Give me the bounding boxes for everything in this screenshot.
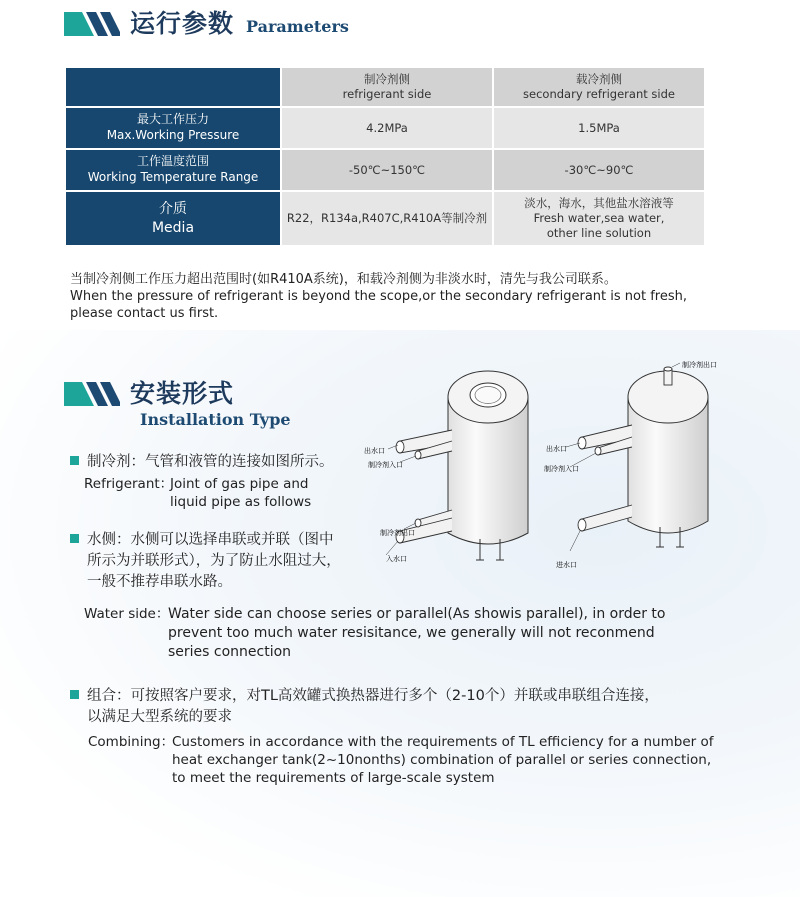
installation-title-en: Installation Type [140, 410, 291, 429]
right-tank-drawing [566, 363, 708, 551]
parameters-title-cn: 运行参数 [130, 9, 235, 38]
pressure-refrigerant-value: 4.2MPa [281, 107, 493, 149]
parameters-table [64, 66, 706, 247]
combining-text-en: Customers in accordance with the requirements of TL efficiency for a number of heat exchanger tank(2~10nonths) combination of parallel or series connection, to meet the requirements of large-scale system [172, 734, 714, 787]
label-right-refrigerant-out: 制冷剂出口 [682, 361, 717, 369]
label-right-inlet-water: 进水口 [556, 561, 577, 569]
parameters-header [64, 4, 349, 40]
bullet-square-icon [70, 534, 79, 543]
row-label-temperature: 工作温度范围 Working Temperature Range [65, 149, 281, 191]
installation-header [64, 374, 234, 410]
label-left-refrigerant-in: 制冷剂入口 [368, 461, 403, 469]
pressure-secondary-value: 1.5MPa [493, 107, 705, 149]
note-en-line1: When the pressure of refrigerant is beyond the scope,or the secondary refrigerant is not fresh, [70, 289, 687, 305]
media-secondary-value: 淡水，海水，其他盐水溶液等 Fresh water,sea water, other line solution [493, 191, 705, 246]
header-secondary-side: 载冷剂侧 secondary refrigerant side [493, 67, 705, 107]
table-corner-cell [65, 67, 281, 107]
temperature-refrigerant-value: -50℃~150℃ [281, 149, 493, 191]
label-left-inlet-water: 入水口 [386, 555, 407, 563]
contact-note [70, 271, 750, 322]
water-bullet-cn: 水侧：水侧可以选择串联或并联（图中 所示为并联形式），为了防止水阻过大， 一般不推荐串联水路。 [70, 530, 341, 593]
section-mark-icon [64, 382, 120, 406]
water-label-en: Water side： [84, 606, 170, 622]
note-en-line2: please contact us first. [70, 306, 219, 322]
table-row-media [65, 191, 705, 246]
label-right-refrigerant-in: 制冷剂入口 [544, 465, 579, 473]
temperature-secondary-value: -30℃~90℃ [493, 149, 705, 191]
label-right-outlet-water: 出水口 [546, 445, 567, 453]
installation-title-cn: 安装形式 [130, 379, 235, 408]
note-cn: 当制冷剂侧工作压力超出范围时(如R410A系统)，和载冷剂侧为非淡水时，清先与我公司联系。 [70, 272, 617, 287]
water-text-en: Water side can choose series or parallel(As showis parallel), in order to prevent too much water resisitance, we generally will not reconmend series connection [168, 606, 666, 660]
tank-diagrams [360, 355, 740, 580]
table-row-pressure [65, 107, 705, 149]
combining-label-en: Combining： [88, 734, 175, 750]
media-refrigerant-value: R22，R134a,R407C,R410A等制冷剂 [281, 191, 493, 246]
section-mark-icon [64, 12, 120, 36]
bullet-square-icon [70, 456, 79, 465]
refrigerant-bullet-cn: 制冷剂：气管和液管的连接如图所示。 [70, 452, 334, 473]
table-row-temperature [65, 149, 705, 191]
refrigerant-text-en: Joint of gas pipe and liquid pipe as follows [170, 476, 312, 511]
row-label-media: 介质 Media [65, 191, 281, 246]
refrigerant-label-en: Refrigerant： [84, 476, 174, 492]
header-refrigerant-side: 制冷剂侧 refrigerant side [281, 67, 493, 107]
label-left-refrigerant-out: 制冷剂出口 [380, 529, 415, 537]
table-header-row [65, 67, 705, 107]
row-label-pressure: 最大工作压力 Max.Working Pressure [65, 107, 281, 149]
label-left-outlet-water: 出水口 [364, 447, 385, 455]
parameters-title-en: Parameters [246, 17, 349, 36]
combining-bullet-cn: 组合：可按照客户要求，对TL高效罐式换热器进行多个（2-10个）并联或串联组合连接， 以满足大型系统的要求 [70, 686, 659, 728]
bullet-square-icon [70, 690, 79, 699]
